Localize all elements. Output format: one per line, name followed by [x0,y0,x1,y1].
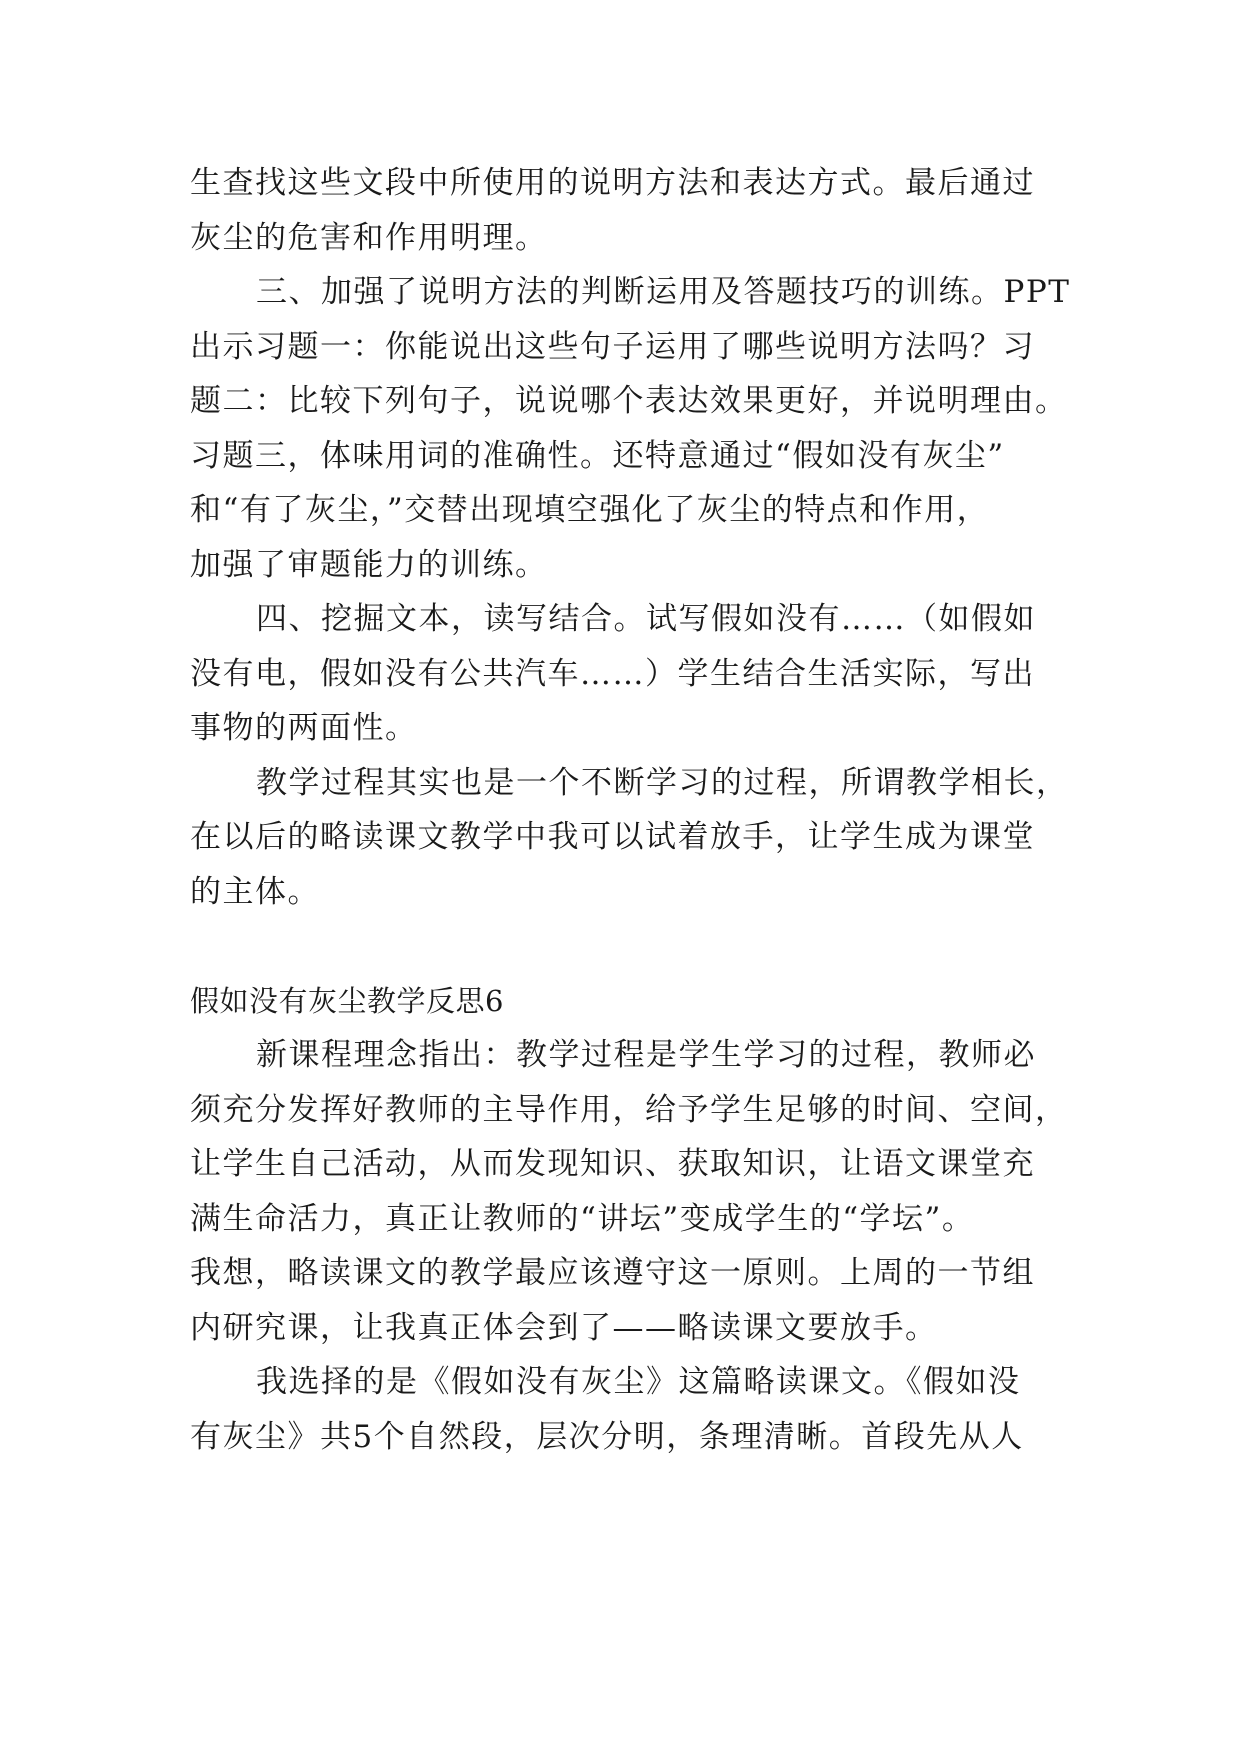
text-line: 有灰尘》共5个自然段，层次分明，条理清晰。首段先从人 [190,1419,1024,1455]
text-line: 生查找这些文段中所使用的说明方法和表达方式。最后通过 [190,165,1035,201]
paragraph-start-line: 三、加强了说明方法的判断运用及答题技巧的训练。PPT [256,274,1071,310]
text-line: 习题三，体味用词的准确性。还特意通过“假如没有灰尘” [190,438,1005,474]
text-line: 和“有了灰尘，”交替出现填空强化了灰尘的特点和作用， [190,492,990,528]
text-line: 没有电，假如没有公共汽车……）学生结合生活实际，写出 [190,656,1035,692]
text-line: 在以后的略读课文教学中我可以试着放手，让学生成为课堂 [190,819,1035,855]
section-heading: 假如没有灰尘教学反思6 [190,984,504,1018]
paragraph-start-line: 教学过程其实也是一个不断学习的过程，所谓教学相长， [256,765,1069,801]
text-line: 内研究课，让我真正体会到了——略读课文要放手。 [190,1310,938,1346]
text-line: 的主体。 [190,874,320,910]
text-line: 须充分发挥好教师的主导作用，给予学生足够的时间、空间， [190,1092,1068,1128]
text-line: 我想，略读课文的教学最应该遵守这一原则。上周的一节组 [190,1255,1035,1291]
text-line: 出示习题一：你能说出这些句子运用了哪些说明方法吗？习 [190,329,1035,365]
text-line: 灰尘的危害和作用明理。 [190,220,548,256]
text-line: 事物的两面性。 [190,710,418,746]
paragraph-start-line: 新课程理念指出：教学过程是学生学习的过程，教师必 [256,1037,1036,1073]
paragraph-start-line: 我选择的是《假如没有灰尘》这篇略读课文。《假如没 [256,1364,1021,1400]
paragraph-start-line: 四、挖掘文本，读写结合。试写假如没有……（如假如 [256,601,1036,637]
text-line: 满生命活力，真正让教师的“讲坛”变成学生的“学坛”。 [190,1201,975,1237]
text-line: 题二：比较下列句子，说说哪个表达效果更好，并说明理由。 [190,383,1068,419]
text-line: 加强了审题能力的训练。 [190,547,548,583]
text-line: 让学生自己活动，从而发现知识、获取知识，让语文课堂充 [190,1146,1035,1182]
